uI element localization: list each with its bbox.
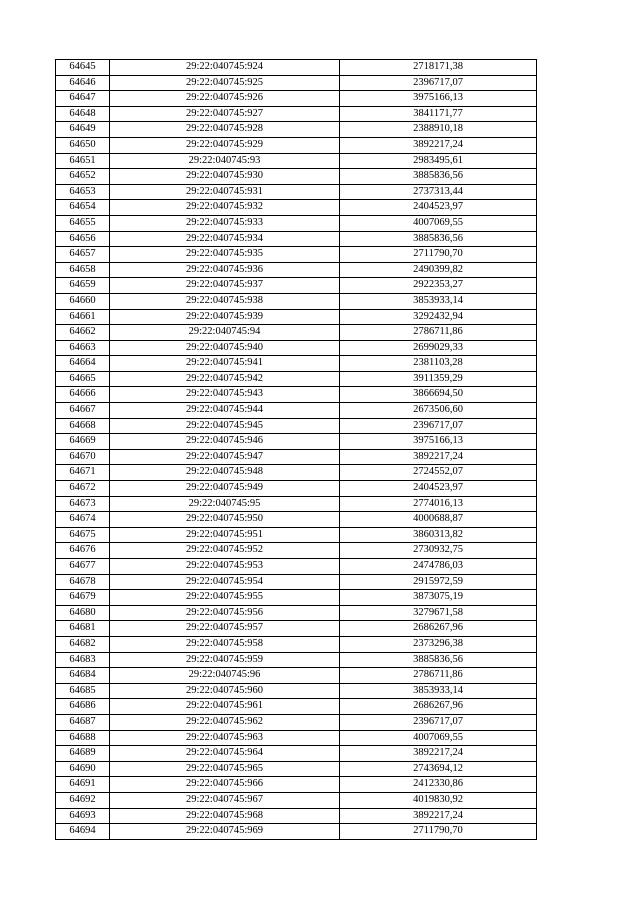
cadastral-value-cell: 3860313,82 bbox=[340, 527, 537, 543]
cadastral-number-cell: 29:22:040745:944 bbox=[110, 403, 340, 419]
cadastral-value-cell: 3892217,24 bbox=[340, 449, 537, 465]
table-row bbox=[56, 668, 537, 684]
cadastral-value-cell: 2711790,70 bbox=[340, 247, 537, 263]
cadastral-number-cell: 29:22:040745:934 bbox=[110, 231, 340, 247]
table-row bbox=[56, 75, 537, 91]
cadastral-number-cell: 29:22:040745:957 bbox=[110, 621, 340, 637]
table-row bbox=[56, 387, 537, 403]
table-row bbox=[56, 574, 537, 590]
table-row bbox=[56, 481, 537, 497]
table-row bbox=[56, 434, 537, 450]
cadastral-number-cell: 29:22:040745:932 bbox=[110, 200, 340, 216]
cadastral-number-cell: 29:22:040745:945 bbox=[110, 418, 340, 434]
cadastral-value-cell: 2711790,70 bbox=[340, 824, 537, 840]
row-number-cell: 64688 bbox=[56, 730, 110, 746]
cadastral-value-cell: 2686267,96 bbox=[340, 699, 537, 715]
table-row bbox=[56, 761, 537, 777]
table-row bbox=[56, 559, 537, 575]
table-row bbox=[56, 184, 537, 200]
table-row bbox=[56, 590, 537, 606]
table-row bbox=[56, 91, 537, 107]
row-number-cell: 64675 bbox=[56, 527, 110, 543]
cadastral-value-cell: 2404523,97 bbox=[340, 481, 537, 497]
row-number-cell: 64648 bbox=[56, 106, 110, 122]
cadastral-number-cell: 29:22:040745:942 bbox=[110, 371, 340, 387]
table-row bbox=[56, 652, 537, 668]
row-number-cell: 64651 bbox=[56, 153, 110, 169]
row-number-cell: 64679 bbox=[56, 590, 110, 606]
row-number-cell: 64646 bbox=[56, 75, 110, 91]
cadastral-number-cell: 29:22:040745:952 bbox=[110, 543, 340, 559]
row-number-cell: 64659 bbox=[56, 278, 110, 294]
row-number-cell: 64670 bbox=[56, 449, 110, 465]
cadastral-value-cell: 2396717,07 bbox=[340, 714, 537, 730]
cadastral-value-cell: 2373296,38 bbox=[340, 636, 537, 652]
cadastral-number-cell: 29:22:040745:962 bbox=[110, 714, 340, 730]
cadastral-value-cell: 3866694,50 bbox=[340, 387, 537, 403]
cadastral-value-cell: 2786711,86 bbox=[340, 668, 537, 684]
row-number-cell: 64666 bbox=[56, 387, 110, 403]
table-row bbox=[56, 371, 537, 387]
table-row bbox=[56, 527, 537, 543]
table-row bbox=[56, 153, 537, 169]
cadastral-number-cell: 29:22:040745:935 bbox=[110, 247, 340, 263]
cadastral-number-cell: 29:22:040745:947 bbox=[110, 449, 340, 465]
cadastral-value-cell: 2388910,18 bbox=[340, 122, 537, 138]
row-number-cell: 64661 bbox=[56, 309, 110, 325]
cadastral-number-cell: 29:22:040745:925 bbox=[110, 75, 340, 91]
table-row bbox=[56, 309, 537, 325]
cadastral-number-cell: 29:22:040745:956 bbox=[110, 605, 340, 621]
cadastral-number-cell: 29:22:040745:929 bbox=[110, 137, 340, 153]
table-row bbox=[56, 636, 537, 652]
table-row bbox=[56, 325, 537, 341]
row-number-cell: 64693 bbox=[56, 808, 110, 824]
cadastral-value-cell: 3892217,24 bbox=[340, 746, 537, 762]
row-number-cell: 64678 bbox=[56, 574, 110, 590]
cadastral-value-cell: 2915972,59 bbox=[340, 574, 537, 590]
table-row bbox=[56, 824, 537, 840]
table-body bbox=[56, 60, 537, 840]
table-row bbox=[56, 60, 537, 76]
cadastral-value-cell: 4007069,55 bbox=[340, 730, 537, 746]
table-row bbox=[56, 512, 537, 528]
cadastral-value-cell: 3853933,14 bbox=[340, 683, 537, 699]
row-number-cell: 64667 bbox=[56, 403, 110, 419]
cadastral-number-cell: 29:22:040745:930 bbox=[110, 169, 340, 185]
row-number-cell: 64660 bbox=[56, 293, 110, 309]
row-number-cell: 64664 bbox=[56, 356, 110, 372]
cadastral-value-cell: 2673506,60 bbox=[340, 403, 537, 419]
cadastral-number-cell: 29:22:040745:955 bbox=[110, 590, 340, 606]
row-number-cell: 64668 bbox=[56, 418, 110, 434]
cadastral-number-cell: 29:22:040745:933 bbox=[110, 215, 340, 231]
cadastral-number-cell: 29:22:040745:937 bbox=[110, 278, 340, 294]
row-number-cell: 64681 bbox=[56, 621, 110, 637]
cadastral-number-cell: 29:22:040745:928 bbox=[110, 122, 340, 138]
table-row bbox=[56, 106, 537, 122]
table-row bbox=[56, 340, 537, 356]
cadastral-value-cell: 2490399,82 bbox=[340, 262, 537, 278]
cadastral-value-cell: 2718171,38 bbox=[340, 60, 537, 76]
cadastral-number-cell: 29:22:040745:93 bbox=[110, 153, 340, 169]
row-number-cell: 64682 bbox=[56, 636, 110, 652]
cadastral-number-cell: 29:22:040745:960 bbox=[110, 683, 340, 699]
row-number-cell: 64692 bbox=[56, 792, 110, 808]
table-row bbox=[56, 231, 537, 247]
row-number-cell: 64653 bbox=[56, 184, 110, 200]
table-row bbox=[56, 621, 537, 637]
table-row bbox=[56, 293, 537, 309]
table-row bbox=[56, 730, 537, 746]
table-row bbox=[56, 356, 537, 372]
cadastral-number-cell: 29:22:040745:927 bbox=[110, 106, 340, 122]
cadastral-number-cell: 29:22:040745:965 bbox=[110, 761, 340, 777]
cadastral-number-cell: 29:22:040745:963 bbox=[110, 730, 340, 746]
cadastral-value-cell: 3975166,13 bbox=[340, 91, 537, 107]
cadastral-value-cell: 2686267,96 bbox=[340, 621, 537, 637]
row-number-cell: 64650 bbox=[56, 137, 110, 153]
cadastral-number-cell: 29:22:040745:961 bbox=[110, 699, 340, 715]
table-row bbox=[56, 808, 537, 824]
cadastral-number-cell: 29:22:040745:926 bbox=[110, 91, 340, 107]
cadastral-value-cell: 2737313,44 bbox=[340, 184, 537, 200]
row-number-cell: 64671 bbox=[56, 465, 110, 481]
row-number-cell: 64645 bbox=[56, 60, 110, 76]
cadastral-value-cell: 2774016,13 bbox=[340, 496, 537, 512]
cadastral-number-cell: 29:22:040745:939 bbox=[110, 309, 340, 325]
cadastral-number-cell: 29:22:040745:964 bbox=[110, 746, 340, 762]
table-row bbox=[56, 605, 537, 621]
table-row bbox=[56, 262, 537, 278]
table-row bbox=[56, 746, 537, 762]
table-row bbox=[56, 418, 537, 434]
cadastral-value-cell: 3841171,77 bbox=[340, 106, 537, 122]
cadastral-value-cell: 4007069,55 bbox=[340, 215, 537, 231]
table-row bbox=[56, 278, 537, 294]
cadastral-value-cell: 4019830,92 bbox=[340, 792, 537, 808]
row-number-cell: 64657 bbox=[56, 247, 110, 263]
row-number-cell: 64656 bbox=[56, 231, 110, 247]
cadastral-value-cell: 3892217,24 bbox=[340, 137, 537, 153]
cadastral-value-cell: 3885836,56 bbox=[340, 169, 537, 185]
table-row bbox=[56, 247, 537, 263]
row-number-cell: 64691 bbox=[56, 777, 110, 793]
cadastral-value-cell: 2743694,12 bbox=[340, 761, 537, 777]
cadastral-number-cell: 29:22:040745:940 bbox=[110, 340, 340, 356]
cadastral-number-cell: 29:22:040745:95 bbox=[110, 496, 340, 512]
row-number-cell: 64662 bbox=[56, 325, 110, 341]
table-row bbox=[56, 403, 537, 419]
cadastral-value-cell: 2404523,97 bbox=[340, 200, 537, 216]
cadastral-number-cell: 29:22:040745:949 bbox=[110, 481, 340, 497]
table-row bbox=[56, 137, 537, 153]
row-number-cell: 64680 bbox=[56, 605, 110, 621]
row-number-cell: 64672 bbox=[56, 481, 110, 497]
table-row bbox=[56, 699, 537, 715]
cadastral-number-cell: 29:22:040745:968 bbox=[110, 808, 340, 824]
row-number-cell: 64674 bbox=[56, 512, 110, 528]
cadastral-number-cell: 29:22:040745:946 bbox=[110, 434, 340, 450]
cadastral-value-cell: 3911359,29 bbox=[340, 371, 537, 387]
cadastral-number-cell: 29:22:040745:938 bbox=[110, 293, 340, 309]
cadastral-value-cell: 2474786,03 bbox=[340, 559, 537, 575]
row-number-cell: 64652 bbox=[56, 169, 110, 185]
row-number-cell: 64654 bbox=[56, 200, 110, 216]
cadastral-value-cell: 3873075,19 bbox=[340, 590, 537, 606]
cadastral-value-cell: 3892217,24 bbox=[340, 808, 537, 824]
cadastral-number-cell: 29:22:040745:966 bbox=[110, 777, 340, 793]
cadastral-value-cell: 2730932,75 bbox=[340, 543, 537, 559]
table-row bbox=[56, 777, 537, 793]
row-number-cell: 64684 bbox=[56, 668, 110, 684]
row-number-cell: 64676 bbox=[56, 543, 110, 559]
cadastral-value-cell: 3279671,58 bbox=[340, 605, 537, 621]
cadastral-number-cell: 29:22:040745:953 bbox=[110, 559, 340, 575]
cadastral-number-cell: 29:22:040745:94 bbox=[110, 325, 340, 341]
cadastral-number-cell: 29:22:040745:969 bbox=[110, 824, 340, 840]
cadastral-value-cell: 2724552,07 bbox=[340, 465, 537, 481]
table-row bbox=[56, 792, 537, 808]
row-number-cell: 64686 bbox=[56, 699, 110, 715]
cadastral-number-cell: 29:22:040745:943 bbox=[110, 387, 340, 403]
cadastral-number-cell: 29:22:040745:931 bbox=[110, 184, 340, 200]
cadastral-number-cell: 29:22:040745:950 bbox=[110, 512, 340, 528]
cadastral-value-cell: 3292432,94 bbox=[340, 309, 537, 325]
cadastral-number-cell: 29:22:040745:96 bbox=[110, 668, 340, 684]
cadastral-number-cell: 29:22:040745:958 bbox=[110, 636, 340, 652]
cadastral-value-cell: 2396717,07 bbox=[340, 75, 537, 91]
cadastral-value-cell: 2922353,27 bbox=[340, 278, 537, 294]
cadastral-value-cell: 2699029,33 bbox=[340, 340, 537, 356]
cadastral-value-cell: 2786711,86 bbox=[340, 325, 537, 341]
cadastral-value-cell: 3885836,56 bbox=[340, 231, 537, 247]
cadastral-number-cell: 29:22:040745:924 bbox=[110, 60, 340, 76]
cadastral-number-cell: 29:22:040745:954 bbox=[110, 574, 340, 590]
cadastral-number-cell: 29:22:040745:967 bbox=[110, 792, 340, 808]
cadastral-value-cell: 3853933,14 bbox=[340, 293, 537, 309]
row-number-cell: 64687 bbox=[56, 714, 110, 730]
row-number-cell: 64685 bbox=[56, 683, 110, 699]
cadastral-number-cell: 29:22:040745:951 bbox=[110, 527, 340, 543]
row-number-cell: 64647 bbox=[56, 91, 110, 107]
row-number-cell: 64655 bbox=[56, 215, 110, 231]
cadastral-value-cell: 3975166,13 bbox=[340, 434, 537, 450]
table-row bbox=[56, 200, 537, 216]
row-number-cell: 64677 bbox=[56, 559, 110, 575]
row-number-cell: 64663 bbox=[56, 340, 110, 356]
row-number-cell: 64694 bbox=[56, 824, 110, 840]
document-page bbox=[55, 59, 537, 840]
row-number-cell: 64649 bbox=[56, 122, 110, 138]
table-row bbox=[56, 714, 537, 730]
row-number-cell: 64673 bbox=[56, 496, 110, 512]
row-number-cell: 64690 bbox=[56, 761, 110, 777]
cadastral-value-cell: 2412330,86 bbox=[340, 777, 537, 793]
table-row bbox=[56, 496, 537, 512]
row-number-cell: 64669 bbox=[56, 434, 110, 450]
cadastral-number-cell: 29:22:040745:959 bbox=[110, 652, 340, 668]
table-row bbox=[56, 449, 537, 465]
cadastral-value-cell: 2983495,61 bbox=[340, 153, 537, 169]
table-row bbox=[56, 169, 537, 185]
table-row bbox=[56, 543, 537, 559]
cadastral-value-cell: 3885836,56 bbox=[340, 652, 537, 668]
cadastral-value-cell: 2381103,28 bbox=[340, 356, 537, 372]
table-row bbox=[56, 465, 537, 481]
row-number-cell: 64689 bbox=[56, 746, 110, 762]
cadastral-value-table bbox=[55, 59, 537, 840]
table-row bbox=[56, 122, 537, 138]
cadastral-number-cell: 29:22:040745:941 bbox=[110, 356, 340, 372]
cadastral-value-cell: 4000688,87 bbox=[340, 512, 537, 528]
row-number-cell: 64683 bbox=[56, 652, 110, 668]
row-number-cell: 64658 bbox=[56, 262, 110, 278]
table-row bbox=[56, 683, 537, 699]
row-number-cell: 64665 bbox=[56, 371, 110, 387]
cadastral-number-cell: 29:22:040745:948 bbox=[110, 465, 340, 481]
table-row bbox=[56, 215, 537, 231]
cadastral-number-cell: 29:22:040745:936 bbox=[110, 262, 340, 278]
cadastral-value-cell: 2396717,07 bbox=[340, 418, 537, 434]
